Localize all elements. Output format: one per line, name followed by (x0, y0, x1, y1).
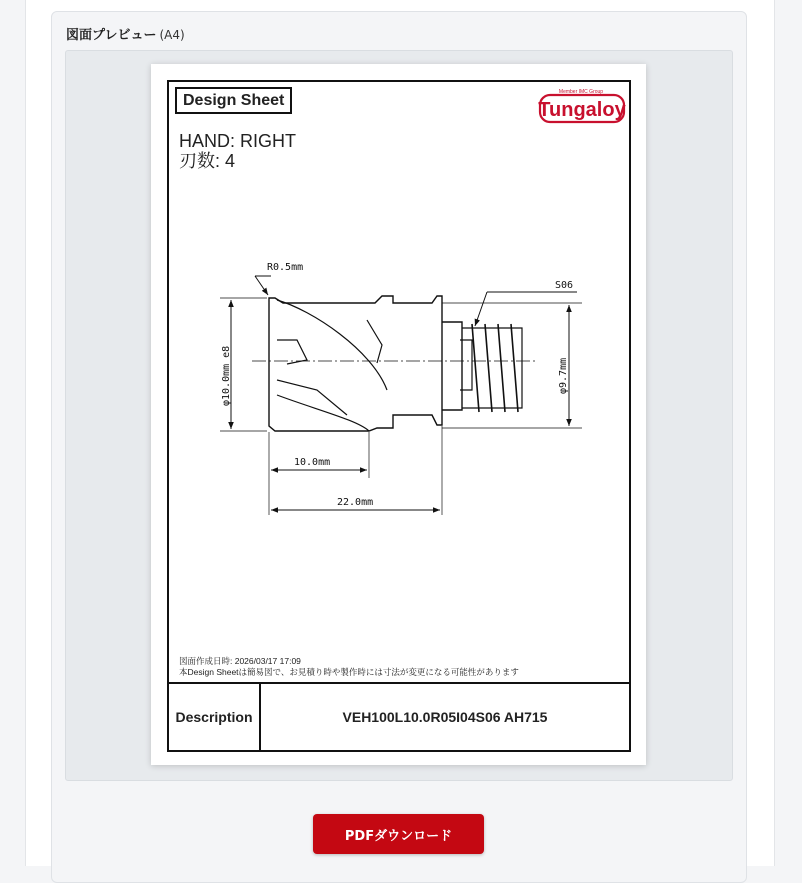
preview-title-text: 図面プレビュー (66, 28, 157, 43)
logo-tagline: Member IMC Group (558, 89, 604, 95)
hand-spec: HAND: RIGHT (179, 131, 296, 151)
logo-text: Tungaloy (538, 99, 626, 121)
sheet-frame (167, 80, 631, 752)
technical-drawing (217, 240, 589, 520)
created-at-note: 図面作成日時: 2026/03/17 17:09 (179, 656, 301, 666)
cutting-length-label: 10.0mm (294, 457, 331, 468)
overall-length-label: 22.0mm (337, 497, 374, 508)
description-row (169, 682, 629, 750)
description-value: VEH100L10.0R05I04S06 AH715 (342, 709, 548, 725)
thread-label: S06 (555, 280, 574, 291)
shank-diameter-label: φ9.7mm (558, 357, 569, 394)
disclaimer-note: 本Design Sheetは簡易図で、お見積り時や製作時には寸法が変更になる可能性があります (179, 667, 519, 677)
pdf-download-button[interactable]: PDFダウンロード (313, 814, 484, 854)
preview-card-title (66, 24, 185, 43)
tungaloy-logo (537, 84, 627, 128)
preview-title-size: (A4) (159, 28, 185, 42)
corner-radius-label: R0.5mm (267, 262, 304, 273)
cutting-diameter-label: φ10.0mm e8 (221, 345, 232, 406)
design-sheet (151, 64, 646, 765)
description-label: Description (169, 684, 261, 750)
blade-count-spec: 刃数: 4 (179, 151, 236, 171)
sheet-header-label: Design Sheet (175, 87, 292, 114)
